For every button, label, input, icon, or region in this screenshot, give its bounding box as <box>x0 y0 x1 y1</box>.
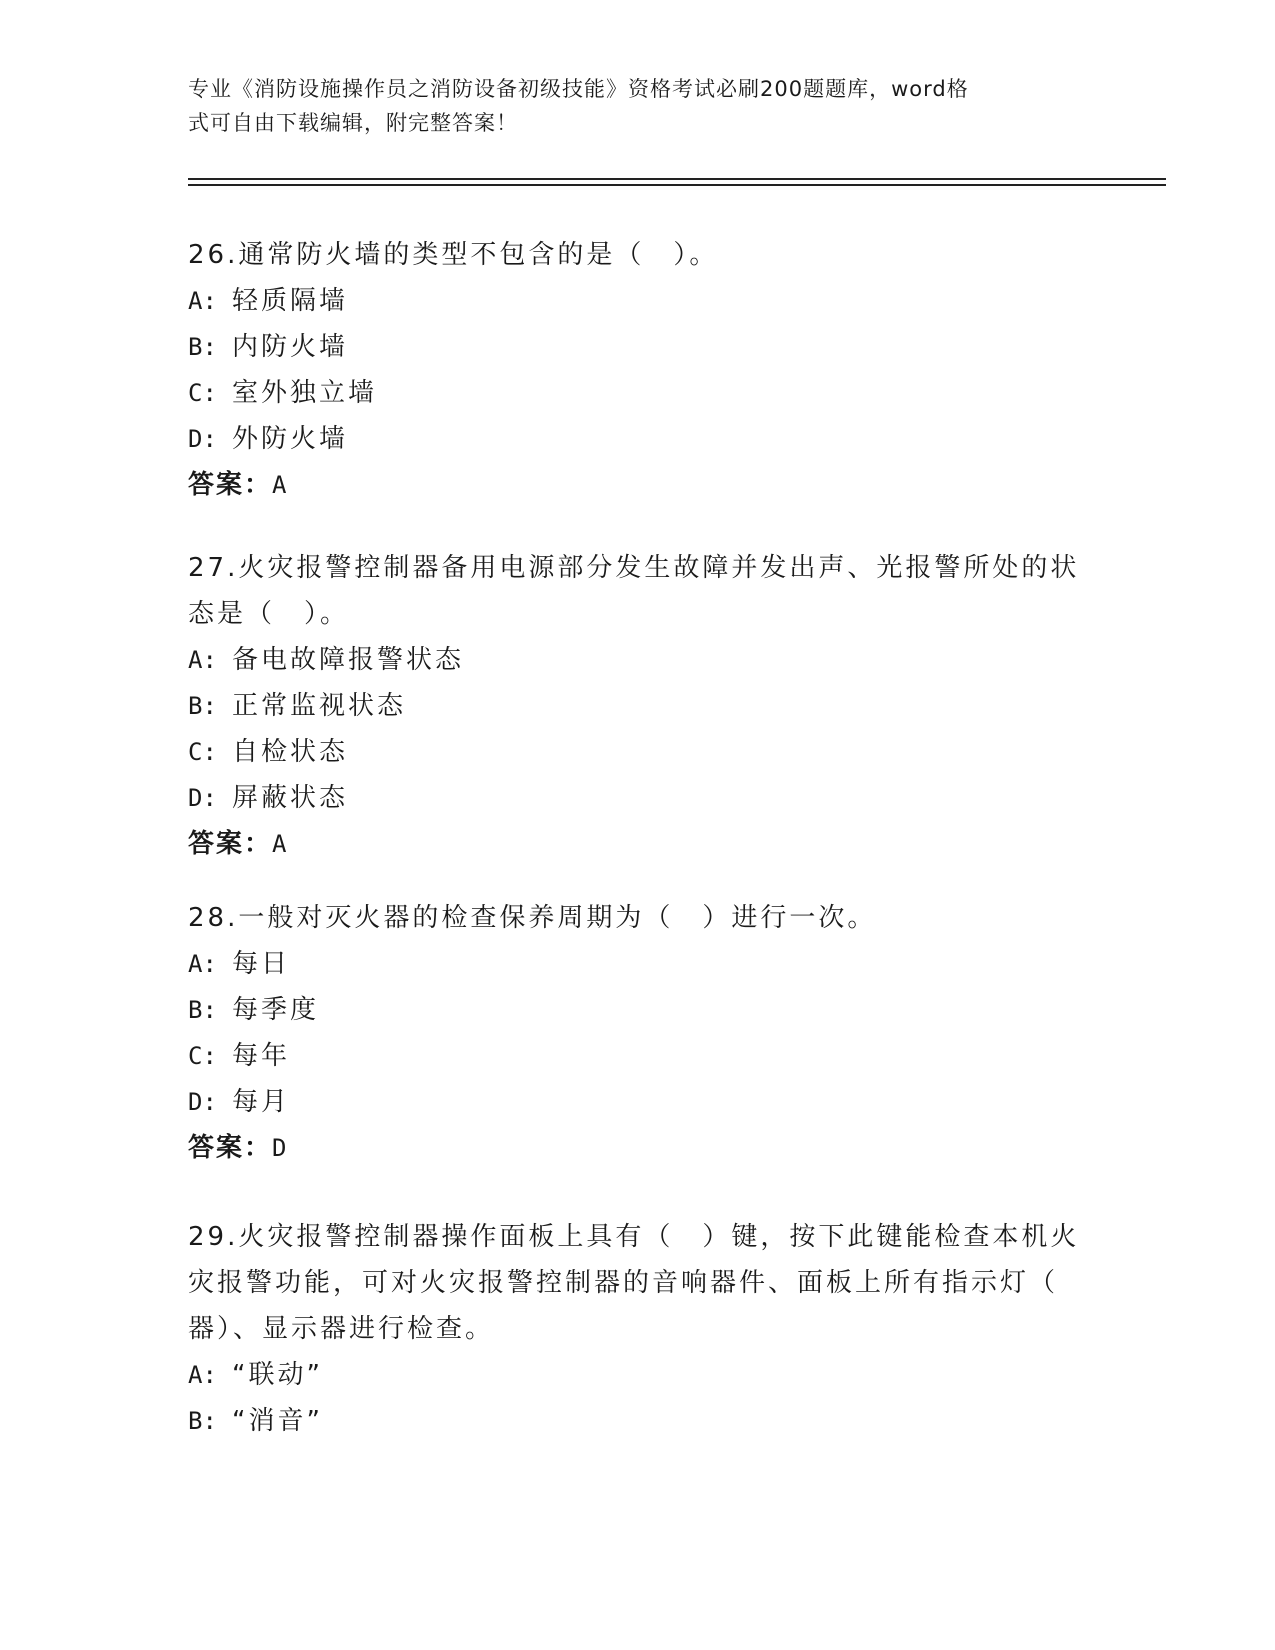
option-d <box>188 775 1088 821</box>
option-letter: C: <box>188 738 217 766</box>
question-text: 26.通常防火墙的类型不包含的是（ ）。 <box>188 240 719 270</box>
option-letter: B: <box>188 996 217 1024</box>
option-b <box>188 1398 1088 1444</box>
document-header <box>188 72 1068 140</box>
option-text: 自检状态 <box>232 737 349 767</box>
option-text: 正常监视状态 <box>232 691 407 721</box>
question-text-line-2: 态是（ ）。 <box>188 599 350 629</box>
question-27 <box>188 545 1088 867</box>
option-text: 每月 <box>232 1087 291 1117</box>
option-letter: C: <box>188 1042 217 1070</box>
answer <box>188 821 1088 867</box>
answer-label: 答案： <box>188 829 273 859</box>
header-line-1: 专业《消防设施操作员之消防设备初级技能》资格考试必刷200题题库，word格 <box>188 77 969 101</box>
option-letter: C: <box>188 379 217 407</box>
option-text: 每日 <box>232 949 291 979</box>
question-text-line-1: 29.火灾报警控制器操作面板上具有（ ）键，按下此键能检查本机火 <box>188 1222 1080 1252</box>
option-b <box>188 683 1088 729</box>
answer-value: D <box>272 1134 289 1162</box>
option-letter: D: <box>188 1088 217 1116</box>
question-text-line-3: 器）、显示器进行检查。 <box>188 1314 495 1344</box>
option-b <box>188 324 1088 370</box>
option-letter: A: <box>188 950 217 978</box>
option-b <box>188 987 1088 1033</box>
header-divider-top <box>188 178 1166 180</box>
question-28 <box>188 895 1088 1171</box>
option-letter: D: <box>188 784 217 812</box>
answer-label: 答案： <box>188 1133 273 1163</box>
option-c <box>188 1033 1088 1079</box>
answer <box>188 1125 1088 1171</box>
question-29 <box>188 1214 1088 1444</box>
option-c <box>188 370 1088 416</box>
option-text: “消音” <box>232 1406 323 1436</box>
option-text: 屏蔽状态 <box>232 783 349 813</box>
option-letter: A: <box>188 646 217 674</box>
option-text: 轻质隔墙 <box>232 286 349 316</box>
option-text: 室外独立墙 <box>232 378 378 408</box>
option-a <box>188 941 1088 987</box>
header-divider-bottom <box>188 184 1166 186</box>
option-text: 备电故障报警状态 <box>232 645 465 675</box>
option-text: “联动” <box>232 1360 323 1390</box>
option-letter: A: <box>188 287 217 315</box>
question-26 <box>188 232 1088 508</box>
question-text-line-1: 27.火灾报警控制器备用电源部分发生故障并发出声、光报警所处的状 <box>188 553 1080 583</box>
option-a <box>188 1352 1088 1398</box>
answer <box>188 462 1088 508</box>
option-letter: D: <box>188 425 217 453</box>
question-text: 28.一般对灭火器的检查保养周期为（ ）进行一次。 <box>188 903 877 933</box>
option-d <box>188 416 1088 462</box>
option-letter: B: <box>188 692 217 720</box>
option-text: 每年 <box>232 1041 291 1071</box>
option-a <box>188 637 1088 683</box>
option-text: 内防火墙 <box>232 332 349 362</box>
option-d <box>188 1079 1088 1125</box>
option-a <box>188 278 1088 324</box>
option-letter: B: <box>188 333 217 361</box>
question-text-line-2: 灾报警功能，可对火灾报警控制器的音响器件、面板上所有指示灯（ <box>188 1268 1059 1298</box>
header-line-2: 式可自由下载编辑，附完整答案！ <box>188 111 518 135</box>
option-letter: A: <box>188 1361 217 1389</box>
option-c <box>188 729 1088 775</box>
option-letter: B: <box>188 1407 217 1435</box>
option-text: 外防火墙 <box>232 424 349 454</box>
answer-value: A <box>272 471 289 499</box>
answer-value: A <box>272 830 289 858</box>
option-text: 每季度 <box>232 995 320 1025</box>
answer-label: 答案： <box>188 470 273 500</box>
